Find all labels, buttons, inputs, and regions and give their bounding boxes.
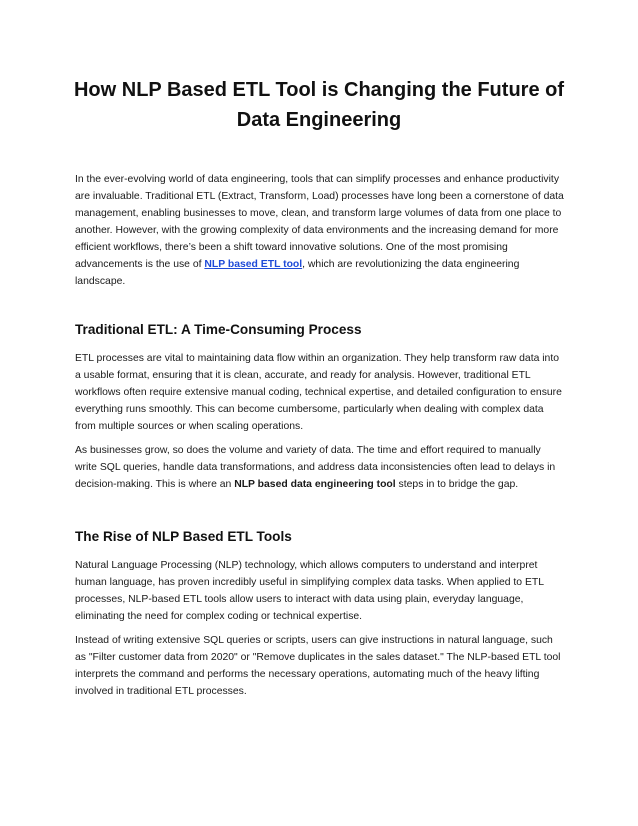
intro-text-after: , which are revolutionizing the data engineering landscape. (75, 259, 520, 287)
document-title: How NLP Based ETL Tool is Changing the Future of Data Engineering (73, 79, 564, 131)
section2-heading: The Rise of NLP Based ETL Tools (75, 529, 292, 544)
intro-text-before: In the ever-evolving world of data engineering, tools that can simplify processes and enhance productivity are invaluable. Traditional ETL (Extract, Transform, Load) processes have long been a cornerstone of data management, enabling businesses to move, clean, and transform large volumes of data from one place to another. However, with the growing complexity of data environments and the increasing demand for more efficient workflows, there’s been a shift toward innovative solutions. One of the most promising advancements is the use of (75, 174, 564, 270)
nlp-etl-tool-link[interactable]: NLP based ETL tool (204, 259, 303, 270)
section1-p2-after: steps in to bridge the gap. (395, 479, 519, 490)
section1-heading: Traditional ETL: A Time-Consuming Process (75, 322, 362, 337)
section2-paragraph-1: Natural Language Processing (NLP) technology, which allows computers to understand and interpret human language, has proven incredibly useful in simplifying complex data tasks. When applied to ETL processes, NLP-based ETL tools allow users to interact with data using plain, everyday language, eliminating the need for complex coding or technical expertise. (75, 560, 544, 622)
intro-paragraph (75, 171, 565, 290)
section1-paragraph-1: ETL processes are vital to maintaining data flow within an organization. They help transform raw data into a usable format, ensuring that it is clean, accurate, and ready for analysis. However, traditional ETL workflows often require extensive manual coding, technical expertise, and detailed configuration to ensure everything runs smoothly. This can become cumbersome, particularly when dealing with complex data from multiple sources or when scaling operations. (75, 353, 562, 432)
section2-paragraph-2: Instead of writing extensive SQL queries or scripts, users can give instructions in natural language, such as "Filter customer data from 2020" or "Remove duplicates in the sales dataset." The NLP-based ETL tool interprets the command and performs the necessary operations, automating much of the heavy lifting involved in traditional ETL processes. (75, 635, 561, 697)
nlp-data-engineering-tool-bold: NLP based data engineering tool (234, 479, 396, 490)
section1-p2-before: As businesses grow, so does the volume and variety of data. The time and effort required to manually write SQL queries, handle data transformations, and address data inconsistencies often lead to delays in decision-making. This is where an (75, 445, 556, 490)
section1-paragraph-2 (75, 442, 565, 493)
